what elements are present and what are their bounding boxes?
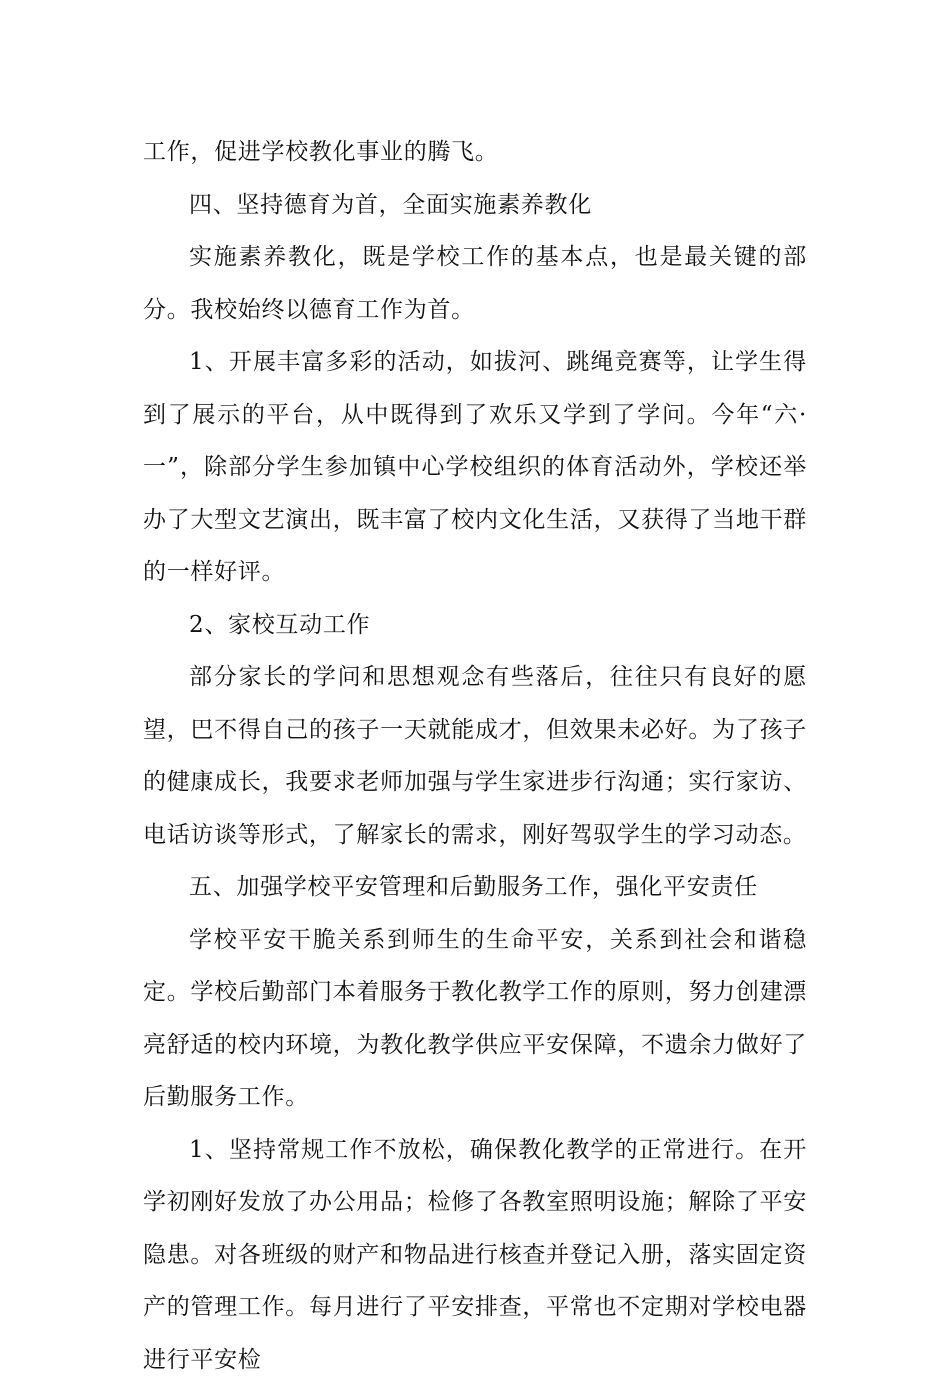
paragraph-1: 工作，促进学校教化事业的腾飞。 (143, 126, 807, 179)
paragraph-safety: 学校平安干脆关系到师生的生命平安，关系到社会和谐稳定。学校后勤部门本着服务于教化教学工作的原则，努力创建漂亮舒适的校内环境，为教化教学供应平安保障，不遗余力做好了后勤服务工作。 (143, 914, 807, 1124)
section-heading-4: 四、坚持德育为首，全面实施素养教化 (143, 179, 807, 232)
paragraph-parents: 部分家长的学问和思想观念有些落后，往往只有良好的愿望，巴不得自己的孩子一天就能成才，但效果未必好。为了孩子的健康成长，我要求老师加强与学生家进步行沟通；实行家访、电话访谈等形式，了解家长的需求，刚好驾驭学生的学习动态。 (143, 651, 807, 861)
document-body (143, 126, 807, 1386)
section-heading-5: 五、加强学校平安管理和后勤服务工作，强化平安责任 (143, 861, 807, 914)
paragraph-3: 实施素养教化，既是学校工作的基本点，也是最关键的部分。我校始终以德育工作为首。 (143, 231, 807, 336)
subheading-home-school: 2、家校互动工作 (143, 599, 807, 652)
list-item-routine-work: 1、坚持常规工作不放松，确保教化教学的正常进行。在开学初刚好发放了办公用品；检修了各教室照明设施；解除了平安隐患。对各班级的财产和物品进行核查并登记入册，落实固定资产的管理工作。每月进行了平安排查，平常也不定期对学校电器进行平安检 (143, 1124, 807, 1386)
list-item-activities: 1、开展丰富多彩的活动，如拔河、跳绳竞赛等，让学生得到了展示的平台，从中既得到了欢乐又学到了学问。今年“六·一”，除部分学生参加镇中心学校组织的体育活动外，学校还举办了大型文艺演出，既丰富了校内文化生活，又获得了当地干群的一样好评。 (143, 336, 807, 599)
